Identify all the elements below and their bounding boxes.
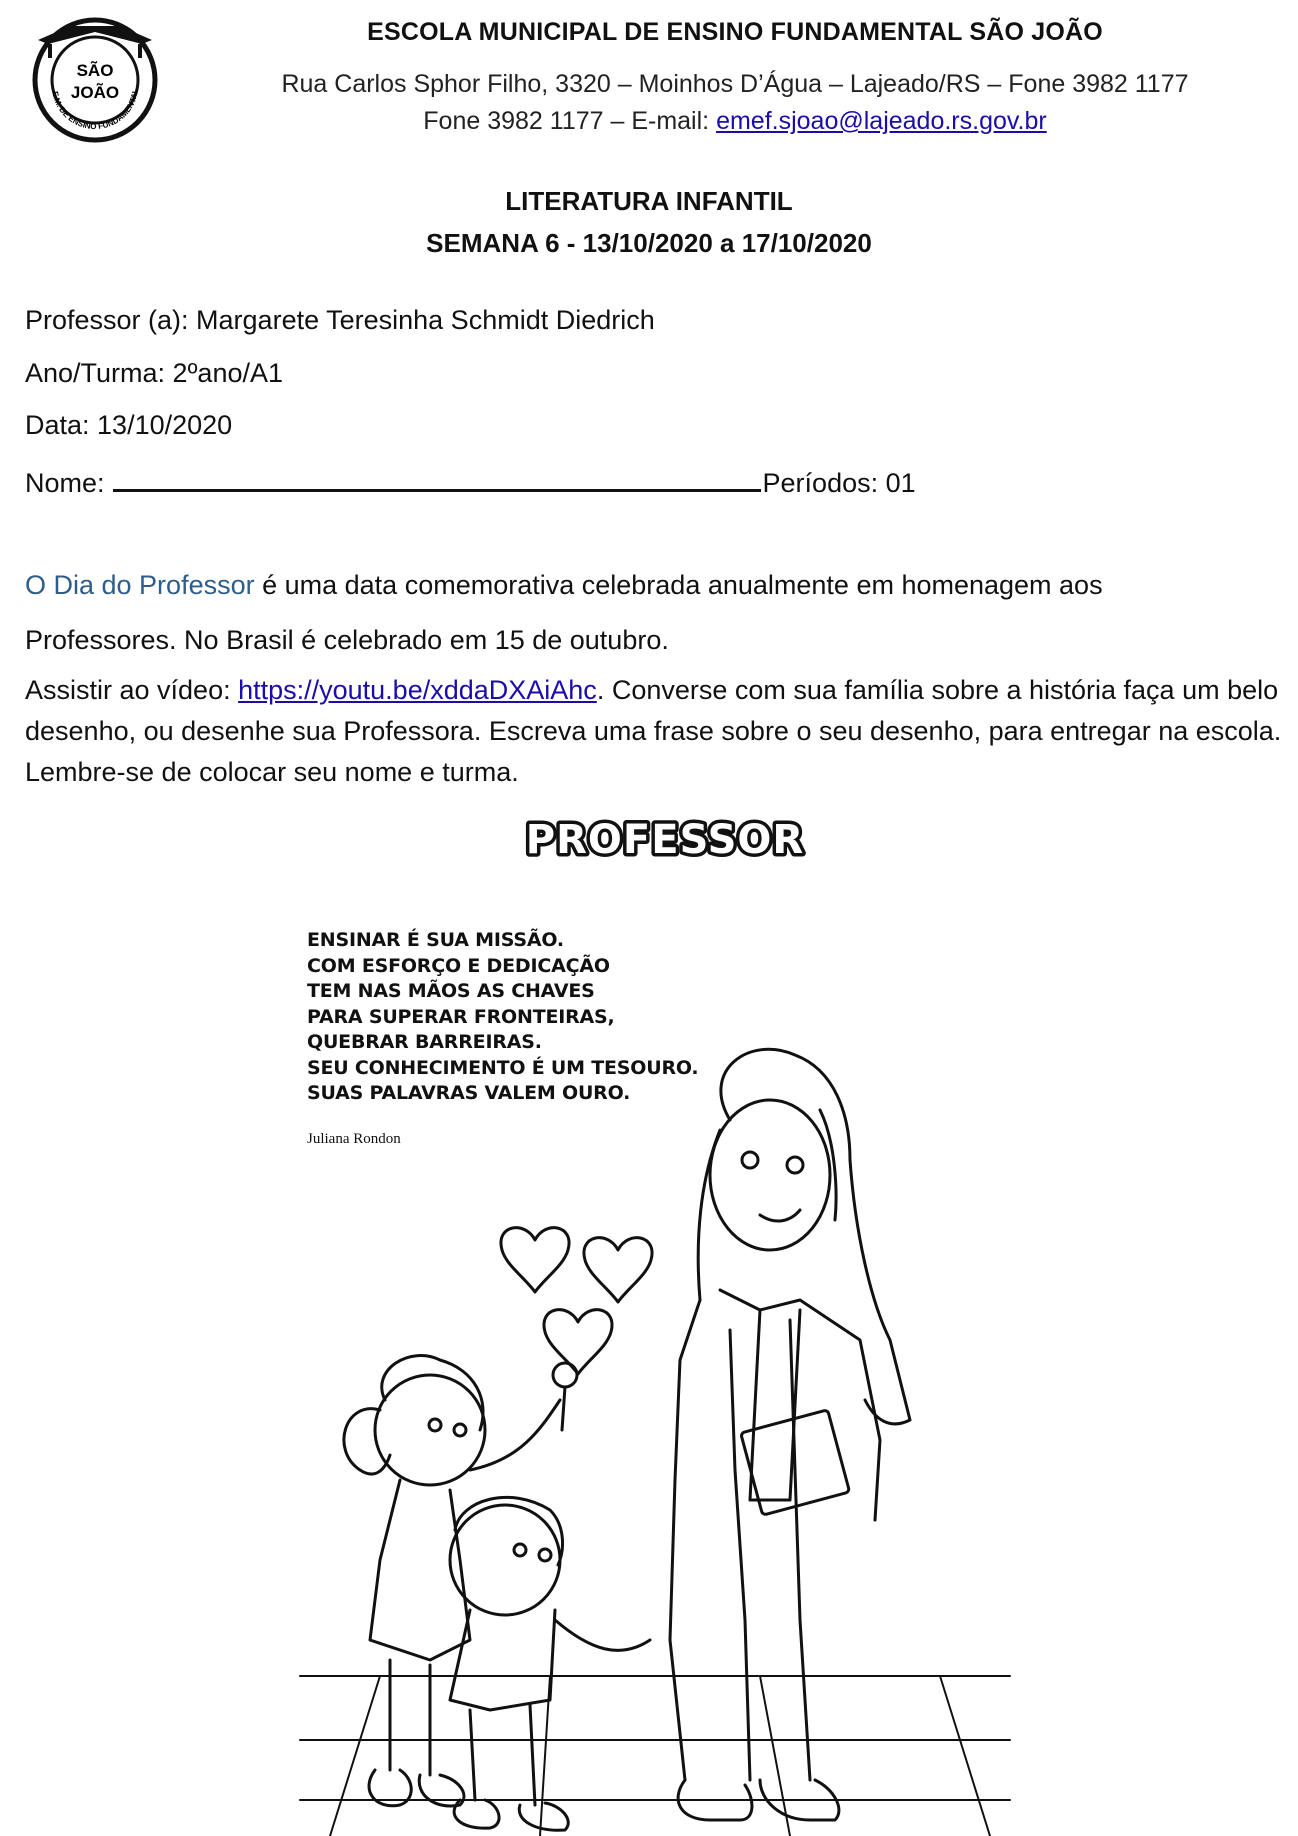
poem-line: TEM NAS MÃOS AS CHAVES [307,980,595,1002]
logo-roof-icon [38,26,152,44]
video-link[interactable]: https://youtu.be/xddaDXAiAhc [238,675,597,705]
svg-text:JOÃO: JOÃO [70,83,120,102]
name-blank-line[interactable] [113,465,761,492]
school-contact [190,107,1280,136]
school-name: ESCOLA MUNICIPAL DE ENSINO FUNDAMENTAL SÃO JOÃO [367,18,1103,46]
instructions-prefix: Assistir ao vídeo: [25,675,239,705]
week-title: SEMANA 6 - 13/10/2020 a 17/10/2020 [426,228,872,258]
poem [307,928,698,1107]
coloring-illustration [290,1000,1020,1836]
school-logo [30,14,160,144]
heart-icon [544,1310,612,1374]
poem-line: SUAS PALAVRAS VALEM OURO. [307,1082,631,1104]
svg-text:PROFESSOR: PROFESSOR [525,817,805,863]
name-row [25,465,916,499]
poem-line: PARA SUPERAR FRONTEIRAS, [307,1005,615,1028]
heart-icon [501,1228,569,1292]
periods-field: Períodos: 01 [762,468,916,498]
poem-author: Juliana Rondon [307,1131,401,1147]
date-field: Data: 13/10/2020 [25,410,233,440]
teacher-field: Professor (a): Margarete Teresinha Schmidt Diedrich [25,305,655,335]
class-field: Ano/Turma: 2ºano/A1 [25,358,284,388]
subject-title: LITERATURA INFANTIL [505,186,793,216]
poem-line: QUEBRAR BARREIRAS. [307,1031,542,1053]
professor-banner [520,808,810,868]
intro-paragraph [25,565,1290,606]
instructions-paragraph [25,670,1290,793]
instructions-text: . Converse com sua família sobre a história faça um belo desenho, ou desenhe sua Professora. Escreva uma frase sobre o seu desenho, para entregar na escola. Lembre-se de colocar seu nome e turma. [25,675,1282,787]
heart-icon [584,1238,652,1302]
svg-text:SÃO: SÃO [76,61,114,80]
intro-text: é uma data comemorativa celebrada anualmente em homenagem aos [254,570,1103,600]
school-address: Rua Carlos Sphor Filho, 3320 – Moinhos D’Água – Lajeado/RS – Fone 3982 1177 [281,70,1189,98]
intro-line-2: Professores. No Brasil é celebrado em 15 de outubro. [25,625,669,655]
flower-icon [553,1363,577,1387]
intro-highlight: O Dia do Professor [25,570,255,600]
poem-line: COM ESFORÇO E DEDICAÇÃO [307,954,610,977]
poem-line: ENSINAR É SUA MISSÃO. [307,929,564,951]
contact-prefix: Fone 3982 1177 – E-mail: [423,107,717,135]
poem-line: SEU CONHECIMENTO É UM TESOURO. [307,1056,699,1079]
name-label: Nome: [25,468,105,498]
email-link[interactable]: emef.sjoao@lajeado.rs.gov.br [716,107,1047,135]
svg-text:E.M. DE ENSINO FUNDAMENTAL: E.M. DE ENSINO FUNDAMENTAL [50,88,140,132]
